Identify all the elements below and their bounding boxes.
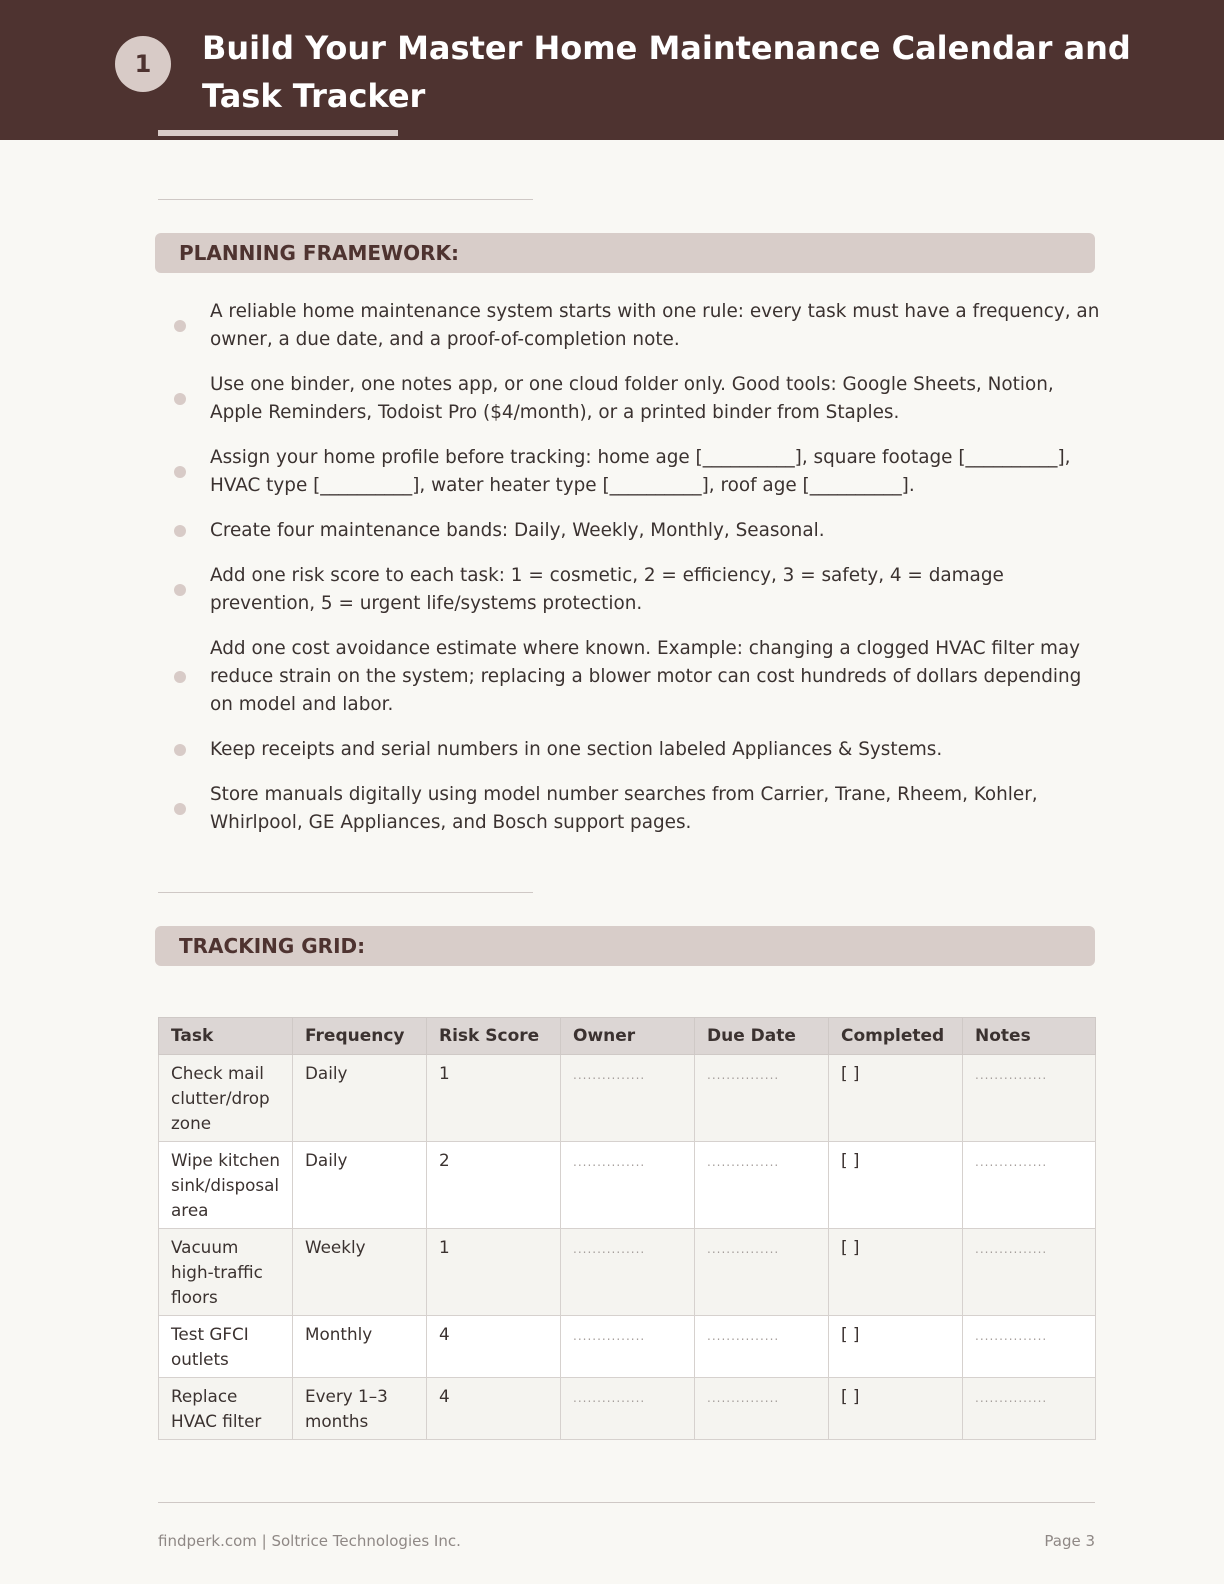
page-number: Page 3 [1044,1532,1095,1550]
frequency-cell: Monthly [293,1316,427,1378]
list-item: Keep receipts and serial numbers in one section labeled Appliances & Systems. [160,736,1100,764]
risk-score-cell: 1 [427,1055,561,1142]
page-header [0,0,1224,140]
notes-cell[interactable]: ............... [963,1378,1096,1440]
list-item: Assign your home profile before tracking: home age [__________], square footage [__________], HVAC type [__________], water heater type [__________], roof age [__________]. [160,444,1100,500]
column-header-notes: Notes [963,1018,1096,1055]
footer-source: findperk.com | Soltrice Technologies Inc. [158,1532,461,1550]
risk-score-cell: 2 [427,1142,561,1229]
owner-cell[interactable]: ............... [561,1055,695,1142]
bullet-dot-icon [174,320,186,332]
due-date-cell[interactable]: ............... [695,1316,829,1378]
column-header-completed: Completed [829,1018,963,1055]
planning-list [160,298,1100,854]
column-header-frequency: Frequency [293,1018,427,1055]
task-cell: Test GFCI outlets [159,1316,293,1378]
tracking-table [158,1017,1096,1440]
due-date-cell[interactable]: ............... [695,1142,829,1229]
task-cell: Replace HVAC filter [159,1378,293,1440]
table-row [159,1142,1096,1229]
planning-heading: PLANNING FRAMEWORK: [179,241,459,265]
bullet-dot-icon [174,466,186,478]
task-cell: Vacuum high-traffic floors [159,1229,293,1316]
notes-cell[interactable]: ............... [963,1142,1096,1229]
completed-checkbox[interactable]: [ ] [829,1316,963,1378]
section-divider [158,199,533,200]
task-cell: Wipe kitchen sink/disposal area [159,1142,293,1229]
notes-cell[interactable]: ............... [963,1229,1096,1316]
tracking-section-header [155,926,1095,966]
risk-score-cell: 4 [427,1316,561,1378]
table-header-row [159,1018,1096,1055]
owner-cell[interactable]: ............... [561,1378,695,1440]
bullet-dot-icon [174,393,186,405]
planning-section-header [155,233,1095,273]
table-row [159,1055,1096,1142]
owner-cell[interactable]: ............... [561,1229,695,1316]
owner-cell[interactable]: ............... [561,1142,695,1229]
task-cell: Check mail clutter/drop zone [159,1055,293,1142]
bullet-dot-icon [174,744,186,756]
owner-cell[interactable]: ............... [561,1316,695,1378]
bullet-dot-icon [174,525,186,537]
list-item: Add one cost avoidance estimate where known. Example: changing a clogged HVAC filter may reduce strain on the system; replacing a blower motor can cost hundreds of dollars depending on model and labor. [160,635,1100,719]
column-header-due-date: Due Date [695,1018,829,1055]
list-item: Use one binder, one notes app, or one cloud folder only. Good tools: Google Sheets, Notion, Apple Reminders, Todoist Pro ($4/month), or a printed binder from Staples. [160,371,1100,427]
completed-checkbox[interactable]: [ ] [829,1229,963,1316]
due-date-cell[interactable]: ............... [695,1229,829,1316]
table-row [159,1229,1096,1316]
section-divider [158,892,533,893]
due-date-cell[interactable]: ............... [695,1055,829,1142]
completed-checkbox[interactable]: [ ] [829,1142,963,1229]
due-date-cell[interactable]: ............... [695,1378,829,1440]
table-row [159,1378,1096,1440]
list-item: A reliable home maintenance system starts with one rule: every task must have a frequency, an owner, a due date, and a proof-of-completion note. [160,298,1100,354]
footer-divider [158,1502,1095,1503]
tracking-heading: TRACKING GRID: [179,934,366,958]
column-header-risk-score: Risk Score [427,1018,561,1055]
bullet-dot-icon [174,671,186,683]
frequency-cell: Daily [293,1055,427,1142]
step-number-badge: 1 [115,36,171,92]
risk-score-cell: 1 [427,1229,561,1316]
frequency-cell: Weekly [293,1229,427,1316]
completed-checkbox[interactable]: [ ] [829,1378,963,1440]
frequency-cell: Daily [293,1142,427,1229]
notes-cell[interactable]: ............... [963,1316,1096,1378]
page-title: Build Your Master Home Maintenance Calendar and Task Tracker [202,29,1131,115]
title-underline [158,130,398,136]
column-header-task: Task [159,1018,293,1055]
list-item: Create four maintenance bands: Daily, Weekly, Monthly, Seasonal. [160,517,1100,545]
bullet-dot-icon [174,803,186,815]
column-header-owner: Owner [561,1018,695,1055]
bullet-dot-icon [174,584,186,596]
list-item: Add one risk score to each task: 1 = cosmetic, 2 = efficiency, 3 = safety, 4 = damage prevention, 5 = urgent life/systems protection. [160,562,1100,618]
notes-cell[interactable]: ............... [963,1055,1096,1142]
completed-checkbox[interactable]: [ ] [829,1055,963,1142]
table-row [159,1316,1096,1378]
list-item: Store manuals digitally using model number searches from Carrier, Trane, Rheem, Kohler, Whirlpool, GE Appliances, and Bosch support pages. [160,781,1100,837]
frequency-cell: Every 1–3 months [293,1378,427,1440]
risk-score-cell: 4 [427,1378,561,1440]
